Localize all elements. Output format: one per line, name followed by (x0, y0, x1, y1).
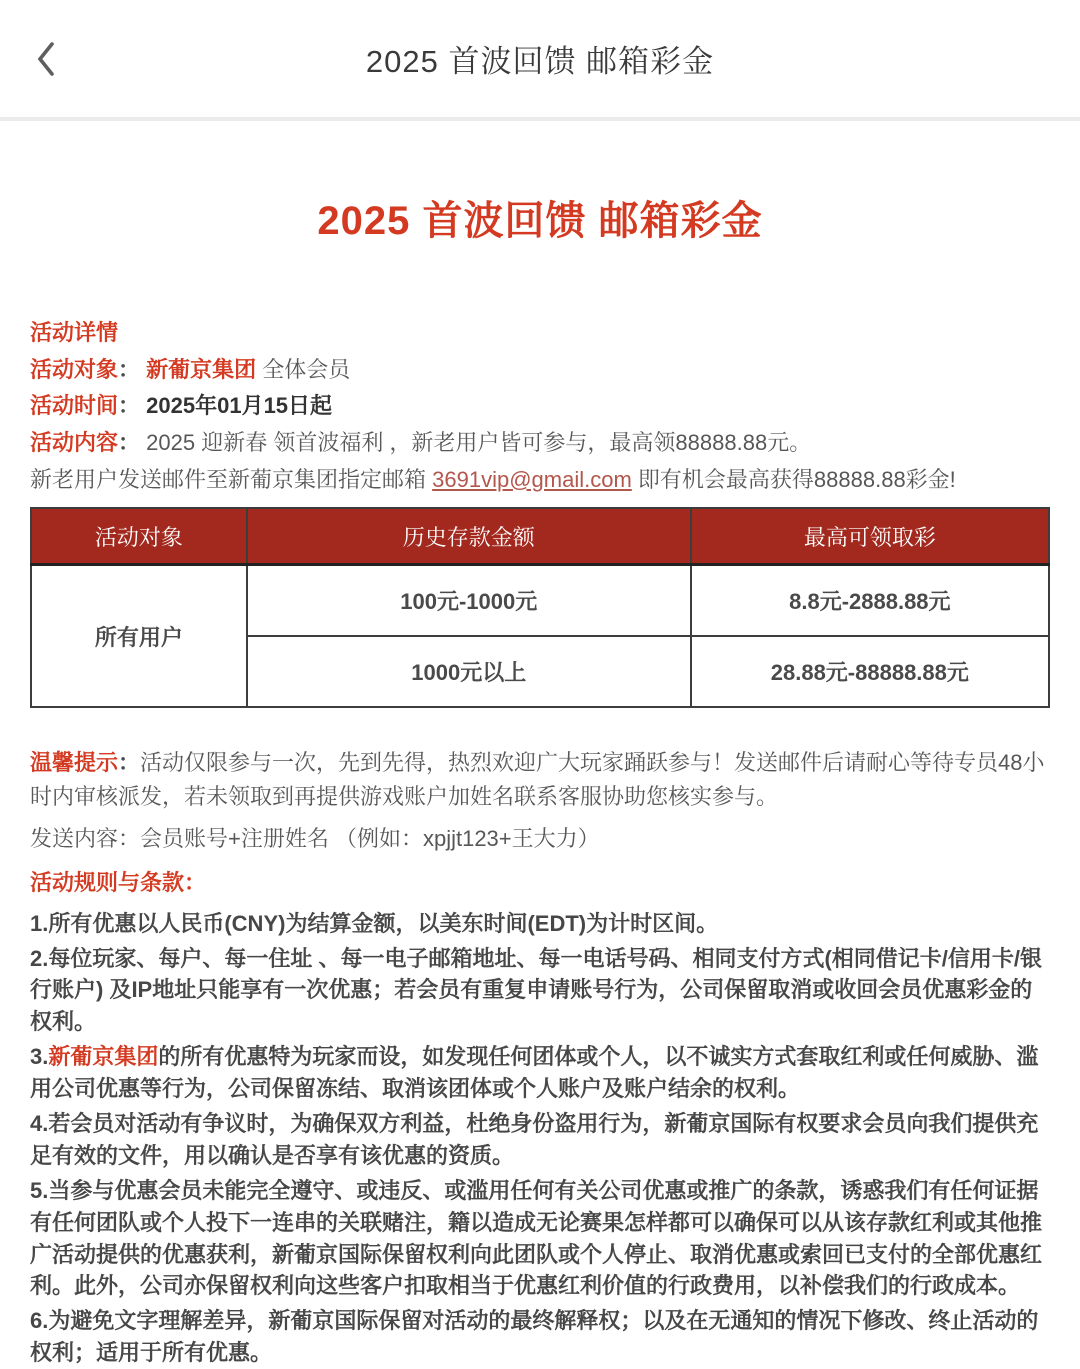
terms-heading-text: 活动规则与条款： (30, 869, 207, 895)
table-header-deposit: 历史存款金额 (247, 508, 691, 565)
term-item-1: 1.所有优惠以人民币(CNY)为结算金额，以美东时间(EDT)为计时区间。 (30, 910, 719, 936)
target-label: 活动对象 (30, 356, 119, 382)
detail-line-content (30, 428, 1050, 458)
content-label: 活动内容 (30, 430, 119, 456)
page-title: 2025 首波回馈 邮箱彩金 (365, 44, 715, 79)
details-section (30, 318, 1050, 494)
promo-table-head (31, 508, 1049, 565)
terms-heading (30, 867, 1050, 899)
table-cell-deposit: 1000元以上 (247, 636, 691, 707)
table-cell-bonus: 8.8元-2888.88元 (691, 565, 1049, 637)
time-colon: ： (118, 393, 141, 419)
notice-paragraph (30, 746, 1050, 813)
content-colon: ： (118, 430, 141, 456)
email-line-after: 即有机会最高获得88888.88彩金! (637, 466, 956, 492)
term-item-2: 2.每位玩家、每户、每一住址 、每一电子邮箱地址、每一电话号码、相同支付方式(相同借记卡/信用卡/银行账户) 及IP地址只能享有一次优惠；若会员有重复申请账号行为，公司保留取消或收回会员优惠彩金的权利。 (30, 945, 1043, 1035)
notice-section (30, 746, 1050, 855)
promo-table-body (31, 565, 1049, 708)
brand-name: 新葡京集团 (48, 1044, 159, 1070)
table-cell-group: 所有用户 (31, 565, 247, 708)
time-label: 活动时间 (30, 393, 119, 419)
send-content-line: 发送内容：会员账号+注册姓名 （例如：xpjjt123+王大力） (30, 826, 600, 852)
term-item-4: 4.若会员对活动有争议时，为确保双方利益，杜绝身份盗用行为，新葡京国际有权要求会员向我们提供充足有效的文件，用以确认是否享有该优惠的资质。 (30, 1110, 1039, 1168)
notice-label: 温馨提示 (30, 750, 119, 776)
notice-text: 活动仅限参与一次，先到先得，热烈欢迎广大玩家踊跃参与！发送邮件后请耐心等待专员48小时内审核派发，若未领取到再提供游戏账户加姓名联系客服协助您核实参与。 (30, 750, 1045, 809)
details-title-text: 活动详情 (30, 320, 119, 345)
back-button[interactable] (28, 34, 64, 84)
table-header-target: 活动对象 (31, 508, 247, 565)
promo-table (30, 507, 1050, 708)
target-colon: ： (118, 356, 141, 382)
term-3-prefix: 3. (30, 1044, 49, 1070)
promo-title: 2025 首波回馈 邮箱彩金 (317, 199, 763, 243)
time-value: 2025年01月15日起 (146, 393, 333, 419)
email-link[interactable]: 3691vip@gmail.com (432, 466, 632, 492)
term-3-text: 的所有优惠特为玩家而设，如发现任何团体或个人，以不诚实方式套取红利或任何威胁、滥用公司优惠等行为，公司保留冻结、取消该团体或个人账户及账户结余的权利。 (30, 1044, 1039, 1102)
detail-line-target (30, 355, 1050, 385)
term-item-3 (30, 1041, 1050, 1105)
table-cell-bonus: 28.88元-88888.88元 (691, 636, 1049, 707)
table-row (31, 565, 1049, 637)
term-item-5: 5.当参与优惠会员未能完全遵守、或违反、或滥用任何有关公司优惠或推广的条款，诱惑我们有任何证据有任何团队或个人投下一连串的关联赌注，籍以造成无论赛果怎样都可以确保可以从该存款红利或其他推广活动提供的优惠获利，新葡京国际保留权利向此团队或个人停止、取消优惠或索回已支付的全部优惠红利。此外，公司亦保留权利向这些客户扣取相当于优惠红利价值的行政费用，以补偿我们的行政成本。 (30, 1177, 1043, 1299)
brand-name: 新葡京集团 (146, 356, 257, 382)
detail-line-time (30, 391, 1050, 421)
term-item-6: 6.为避免文字理解差异，新葡京国际保留对活动的最终解释权；以及在无通知的情况下修改、终止活动的权利；适用于所有优惠。 (30, 1308, 1039, 1366)
details-section-title (30, 318, 1050, 348)
email-line-before: 新老用户发送邮件至新葡京集团指定邮箱 (30, 466, 427, 492)
content-value: 2025 迎新春 领首波福利 ，新老用户皆可参与，最高领88888.88元。 (146, 430, 812, 456)
back-chevron-icon (34, 40, 58, 78)
content-area (0, 189, 1080, 1369)
target-value: 全体会员 (262, 356, 351, 382)
terms-section (30, 867, 1050, 1369)
table-header-bonus: 最高可领取彩 (691, 508, 1049, 565)
table-cell-deposit: 100元-1000元 (247, 565, 691, 637)
email-line (30, 465, 1050, 495)
app-header (0, 0, 1080, 121)
table-header-row (31, 508, 1049, 565)
notice-colon: ： (118, 750, 141, 776)
